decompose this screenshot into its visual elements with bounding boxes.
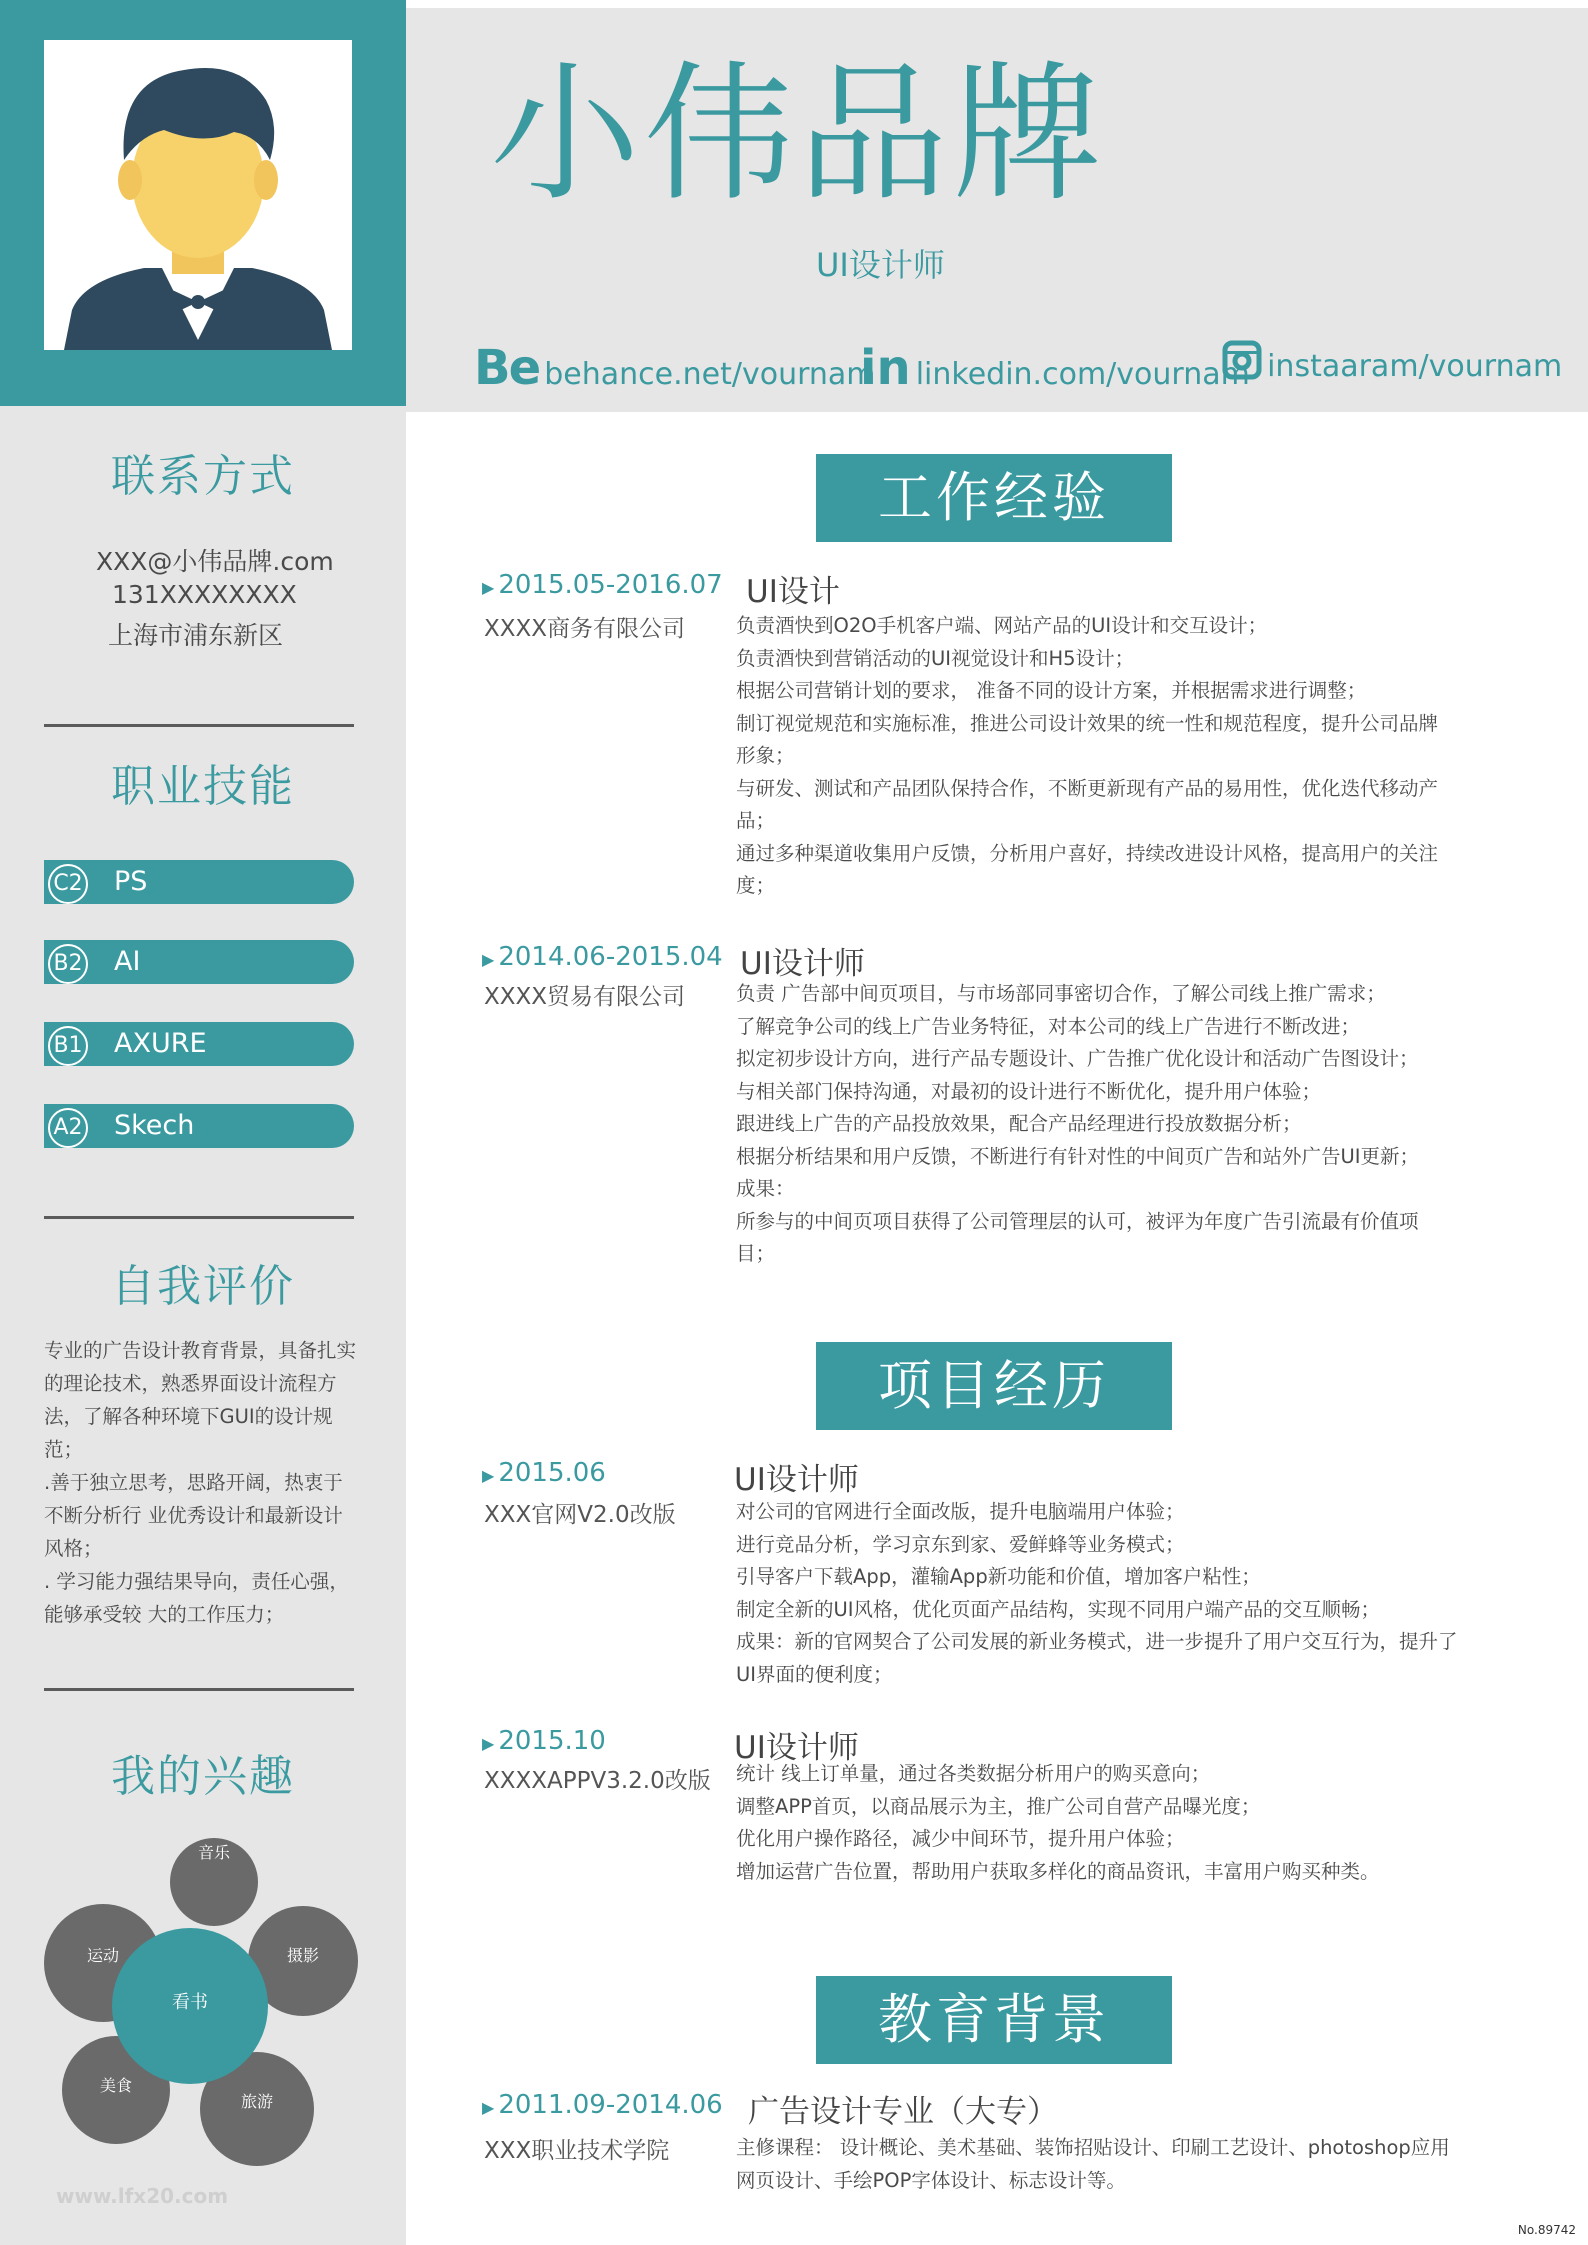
self-eval-heading: 自我评价 (111, 1261, 295, 1312)
avatar (44, 40, 352, 350)
entry-details (736, 610, 1496, 903)
entry-date: ▶ 2011.09-2014.06 (482, 2090, 723, 2120)
skill-name: AXURE (114, 1028, 207, 1059)
detail-line: 负责 广告部中间页项目，与市场部同事密切合作，了解公司线上推广需求； (736, 982, 1386, 1005)
section-heading-projects: 项目经历 (816, 1342, 1172, 1430)
detail-line: 所参与的中间页项目获得了公司管理层的认可，被评为年度广告引流最有价值项 (736, 1209, 1419, 1233)
interests-heading: 我的兴趣 (111, 1751, 295, 1802)
detail-line: 负责酒快到O2O手机客户端、网站产品的UI设计和交互设计； (736, 614, 1268, 637)
section-heading-work: 工作经验 (816, 454, 1172, 542)
entry-org: XXXX商务有限公司 (484, 616, 686, 642)
divider (44, 1216, 354, 1219)
social-behance (474, 340, 876, 396)
detail-line: 进行竞品分析，学习京东到家、爱鲜蜂等业务模式； (736, 1532, 1185, 1556)
detail-line: 制订视觉规范和实施标准，推进公司设计效果的统一性和规范程度，提升公司品牌 (736, 711, 1439, 735)
page-title: 小伟品牌 (490, 48, 1107, 222)
entry-role: UI设计师 (734, 1730, 859, 1766)
detail-line: 成果：新的官网契合了公司发展的新业务模式，进一步提升了用户交互行为，提升了 (736, 1630, 1458, 1653)
entry-details (736, 978, 1496, 1271)
detail-line: 目； (736, 1242, 776, 1265)
detail-line: 通过多种渠道收集用户反馈，分析用户喜好，持续改进设计风格，提高用户的关注 (736, 841, 1439, 865)
detail-line: 与相关部门保持沟通，对最初的设计进行不断优化，提升用户体验； (736, 1079, 1322, 1103)
skill-bar (44, 1022, 354, 1066)
detail-line: 优化用户操作路径，减少中间环节，提升用户体验； (736, 1827, 1185, 1850)
detail-line: 主修课程： 设计概论、美术基础、装饰招贴设计、印刷工艺设计、photoshop应用 (736, 2136, 1450, 2159)
self-eval-text (44, 1334, 356, 1631)
entry-org: XXXXAPPV3.2.0改版 (484, 1768, 711, 1794)
detail-line: 增加运营广告位置，帮助用户获取多样化的商品资讯，丰富用户购买种类。 (736, 1859, 1380, 1883)
contact-address: 上海市浦东新区 (108, 621, 284, 650)
interest-bubble: 音乐 (170, 1838, 258, 1926)
behance-link[interactable]: behance.net/vournam (544, 357, 876, 392)
entry-details (736, 1496, 1496, 1691)
detail-line: 了解竞争公司的线上广告业务特征，对本公司的线上广告进行不断改进； (736, 1014, 1361, 1038)
detail-line: 制定全新的UI风格，优化页面产品结构，实现不同用户端产品的交互顺畅； (736, 1597, 1381, 1621)
detail-line: UI界面的便利度； (736, 1662, 893, 1686)
skill-name: PS (114, 866, 148, 897)
self-eval-paragraph: . 学习能力强结果导向，责任心强，能够承受较 大的工作压力； (44, 1570, 349, 1626)
detail-line: 网页设计、手绘POP字体设计、标志设计等。 (736, 2168, 1126, 2192)
interest-center-bubble: 看书 (112, 1928, 268, 2084)
social-instagram (1222, 340, 1562, 384)
detail-line: 跟进线上广告的产品投放效果，配合产品经理进行投放数据分析； (736, 1112, 1302, 1135)
skills-heading: 职业技能 (111, 761, 295, 812)
detail-line: 调整APP首页，以商品展示为主，推广公司自营产品曝光度； (736, 1794, 1261, 1818)
self-eval-paragraph: .善于独立思考，思路开阔，热衷于不断分析行 业优秀设计和最新设计风格； (44, 1471, 343, 1560)
behance-icon: Be (474, 340, 540, 396)
detail-line: 拟定初步设计方向，进行产品专题设计、广告推广优化设计和活动广告图设计； (736, 1047, 1419, 1070)
detail-line: 根据公司营销计划的要求， 准备不同的设计方案，并根据需求进行调整； (736, 679, 1367, 702)
detail-line: 品； (736, 809, 776, 832)
detail-line: 对公司的官网进行全面改版，提升电脑端用户体验； (736, 1500, 1185, 1523)
divider (44, 724, 354, 727)
detail-line: 统计 线上订单量，通过各类数据分析用户的购买意向； (736, 1762, 1211, 1785)
detail-line: 形象； (736, 744, 795, 767)
skill-level-badge: B2 (48, 944, 88, 984)
page-number: No.89742 (1517, 2223, 1576, 2237)
skill-bar (44, 1104, 354, 1148)
entry-role: UI设计师 (740, 946, 865, 982)
interest-bubble: 运动 (44, 1904, 162, 2022)
avatar-illustration (44, 40, 352, 350)
photo-frame (0, 0, 406, 406)
linkedin-icon: in (860, 340, 911, 396)
self-eval-paragraph: 专业的广告设计教育背景，具备扎实的理论技术，熟悉界面设计流程方法，了解各种环境下GUI的设计规范； (44, 1339, 357, 1461)
contact-email: XXX@小伟品牌.com (96, 547, 334, 576)
skill-name: AI (114, 946, 141, 977)
entry-org: XXX职业技术学院 (484, 2138, 670, 2164)
entry-date: ▶ 2015.10 (482, 1726, 606, 1756)
entry-role: UI设计师 (734, 1462, 859, 1498)
detail-line: 根据分析结果和用户反馈，不断进行有针对性的中间页广告和站外广告UI更新； (736, 1144, 1420, 1168)
instagram-link[interactable]: instaaram/vournam (1267, 349, 1563, 384)
job-title: UI设计师 (816, 246, 945, 284)
section-heading-education: 教育背景 (816, 1976, 1172, 2064)
interest-bubble: 旅游 (200, 2052, 314, 2166)
entry-date: ▶ 2014.06-2015.04 (482, 942, 723, 972)
detail-line: 度； (736, 874, 776, 897)
watermark: www.lfx20.com (56, 2184, 229, 2208)
interest-bubble: 摄影 (248, 1906, 358, 2016)
entry-org: XXXX贸易有限公司 (484, 984, 686, 1010)
detail-line: 引导客户下载App，灌输App新功能和价值，增加客户粘性； (736, 1565, 1261, 1588)
entry-role: UI设计 (746, 574, 840, 610)
skill-level-badge: A2 (48, 1108, 88, 1148)
skill-name: Skech (114, 1110, 195, 1141)
contact-heading: 联系方式 (111, 451, 295, 502)
entry-details (736, 2132, 1496, 2197)
social-linkedin (860, 340, 1250, 396)
entry-date: ▶ 2015.06 (482, 1458, 606, 1488)
skill-bar (44, 860, 354, 904)
entry-role: 广告设计专业（大专） (748, 2094, 1058, 2130)
entry-details (736, 1758, 1496, 1888)
detail-line: 负责酒快到营销活动的UI视觉设计和H5设计； (736, 646, 1135, 670)
detail-line: 与研发、测试和产品团队保持合作，不断更新现有产品的易用性，优化迭代移动产 (736, 776, 1439, 800)
linkedin-link[interactable]: linkedin.com/vournam (915, 357, 1250, 392)
interest-bubble: 美食 (62, 2036, 170, 2144)
entry-org: XXX官网V2.0改版 (484, 1502, 676, 1528)
skill-level-badge: B1 (48, 1026, 88, 1066)
entry-date: ▶ 2015.05-2016.07 (482, 570, 723, 600)
contact-phone: 131XXXXXXXX (112, 580, 297, 609)
skill-bar (44, 940, 354, 984)
skill-level-badge: C2 (48, 864, 88, 904)
detail-line: 成果： (736, 1177, 795, 1200)
divider (44, 1688, 354, 1691)
instagram-icon (1222, 340, 1262, 380)
